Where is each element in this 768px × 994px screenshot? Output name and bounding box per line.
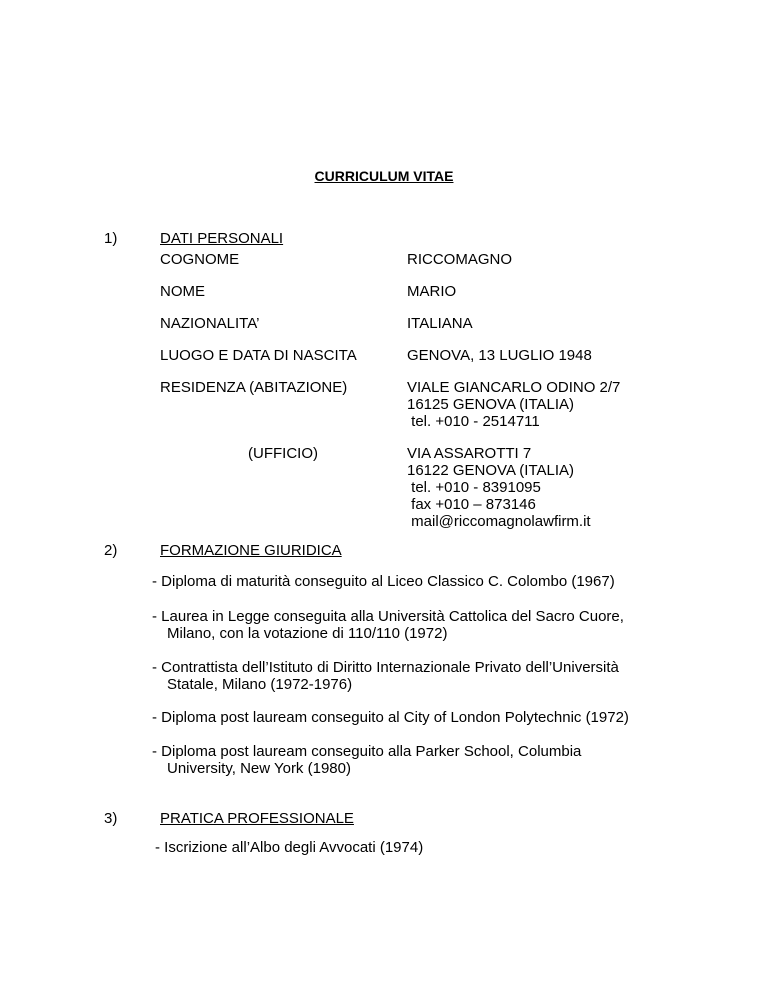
list-item-line: University, New York (1980) <box>167 760 351 777</box>
section-heading-dati-personali: DATI PERSONALI <box>160 230 284 247</box>
list-item <box>152 743 581 777</box>
value-line: mail@riccomagnolawfirm.it <box>407 513 591 530</box>
value-line: RICCOMAGNO <box>407 251 512 268</box>
value-line: 16125 GENOVA (ITALIA) <box>407 396 575 413</box>
list-item-line: - Diploma post lauream conseguito alla Parker School, Columbia <box>152 743 582 760</box>
value-line: tel. +010 - 2514711 <box>407 413 540 430</box>
field-label-nome: NOME <box>160 283 205 300</box>
document-title: CURRICULUM VITAE <box>314 168 454 184</box>
field-value-ufficio <box>407 445 591 530</box>
value-line: ITALIANA <box>407 315 473 332</box>
list-item <box>152 709 629 726</box>
section-number: 2) <box>104 542 118 559</box>
field-label-cognome: COGNOME <box>160 251 240 268</box>
list-item <box>152 659 619 693</box>
field-label-nazionalita: NAZIONALITA’ <box>160 315 260 332</box>
list-item <box>155 839 423 856</box>
field-value-nome <box>407 283 456 300</box>
value-line: 16122 GENOVA (ITALIA) <box>407 462 575 479</box>
field-label-luogo-data-nascita: LUOGO E DATA DI NASCITA <box>160 347 357 364</box>
field-label-ufficio: (UFFICIO) <box>248 445 318 462</box>
value-line: fax +010 – 873146 <box>407 496 536 513</box>
field-value-cognome <box>407 251 512 268</box>
list-item-line: - Laurea in Legge conseguita alla Università Cattolica del Sacro Cuore, <box>152 608 624 625</box>
list-item-line: - Iscrizione all’Albo degli Avvocati (1974) <box>155 839 424 856</box>
section-number: 3) <box>104 810 118 827</box>
value-line: VIA ASSAROTTI 7 <box>407 445 532 462</box>
list-item-line: - Diploma post lauream conseguito al City of London Polytechnic (1972) <box>152 709 629 726</box>
field-value-nazionalita <box>407 315 473 332</box>
list-item-line: Milano, con la votazione di 110/110 (1972) <box>167 625 448 642</box>
value-line: MARIO <box>407 283 457 300</box>
list-item <box>152 608 624 642</box>
value-line: tel. +010 - 8391095 <box>407 479 541 496</box>
value-line: GENOVA, 13 LUGLIO 1948 <box>407 347 592 364</box>
list-item-line: Statale, Milano (1972-1976) <box>167 676 353 693</box>
list-item-line: - Diploma di maturità conseguito al Liceo Classico C. Colombo (1967) <box>152 573 615 590</box>
list-item-line: - Contrattista dell’Istituto di Diritto Internazionale Privato dell’Università <box>152 659 619 676</box>
field-label-residenza: RESIDENZA (ABITAZIONE) <box>160 379 348 396</box>
field-value-residenza <box>407 379 620 430</box>
field-value-luogo-data-nascita <box>407 347 592 364</box>
section-heading-pratica-professionale: PRATICA PROFESSIONALE <box>160 810 354 827</box>
value-line: VIALE GIANCARLO ODINO 2/7 <box>407 379 621 396</box>
section-heading-formazione-giuridica: FORMAZIONE GIURIDICA <box>160 542 342 559</box>
list-item <box>152 573 615 590</box>
section-number: 1) <box>104 230 118 247</box>
